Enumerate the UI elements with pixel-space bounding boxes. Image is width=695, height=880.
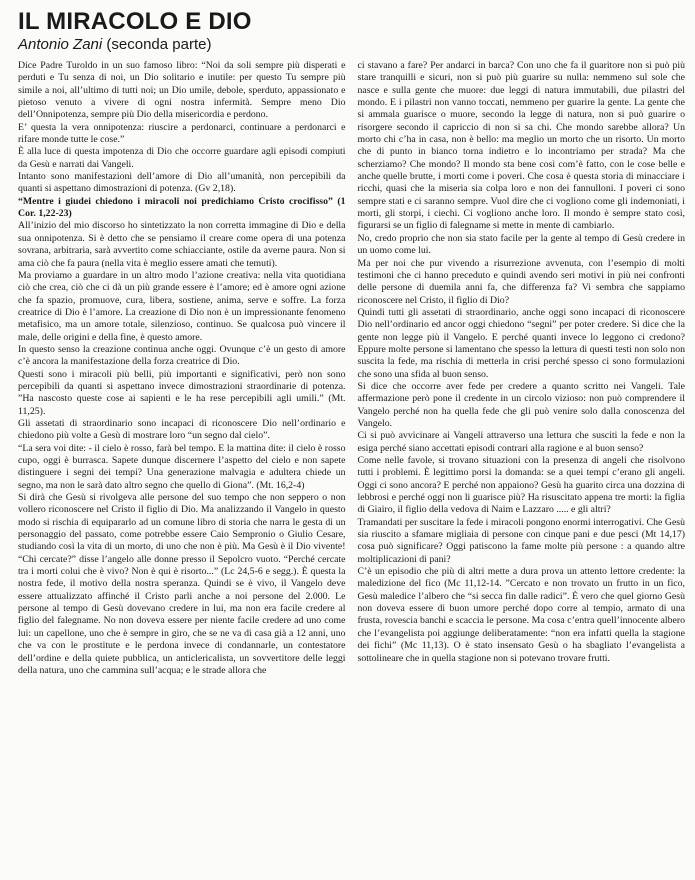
paragraph: In questo senso la creazione continua anche oggi. Ovunque c’è un gesto di amore c’è ancora la manifestazione della forza creatrice di Dio.	[18, 343, 346, 368]
paragraph: Tramandati per suscitare la fede i miracoli pongono enormi interrogativi. Che Gesù sia riuscito a sfamare migliaia di persone con cinque pani e due pesci (Mt 14,17) cosa può significare? Oggi patiscono la fame molte più persone : a quando altre moltiplicazioni di pani?	[357, 516, 685, 565]
paragraph: C’è un episodio che più di altri mette a dura prova un attento lettore credente: la maledizione del fico (Mc 11,12-14. ”Cercato e non trovato un frutto in un fico, Gesù maledice l’albero che “si secca fin dalle radici”. È vero che quel giorno Gesù non doveva essere di buon umore perché dopo corre al tempio, armato di una frusta, rovescia banchi e scaccia le persone. Ma cosa c’entra quell’innocente albero che l’evangelista poi aggiunge deliberatamente: “non era infatti quella la stagione dei fichi” (Mc 11,13). O è stato insensato Gesù o ha sbagliato l’evangelista a sottolineare che in quella stagione non si potevano trovare frutti.	[357, 566, 685, 664]
paragraph: Questi sono i miracoli più belli, più importanti e significativi, però non sono percepibili da quanti si aspettano invece dimostrazioni straordinarie di potenza. ”Ha nascosto queste cose ai sapienti e le ha rese percepibili agli umili.” (Mt. 11,25).	[18, 368, 346, 417]
paragraph: Si dice che occorre aver fede per credere a quanto scritto nei Vangeli. Tale affermazione però pone il credente in un circolo vizioso: non può comprendere il Vangelo perché non ha quella fede che gli può venire solo dalla conoscenza del Vangelo.	[357, 380, 685, 429]
paragraph: ci stavano a fare? Per andarci in barca? Con uno che fa il guaritore non si può più stare tranquilli e sicuri, non si può più guarire su nulla: nemmeno sul sole che nasce e sulla gente che muore: due leggi di natura immutabili, due pilastri del mondo. E i pilastri non vanno toccati, nemmeno per guarire la gente. La gente che si ammala guarisce o muore, secondo la legge di natura, non si può guarire o risorgere secondo il capriccio di non si sa chi. Che mondo sarebbe allora? Un morto chi c’ha in casa, non è bello: ma meglio un morto che un risorto. Un morto che di punto in bianco torna indietro e lo incontriamo per strada? Ma che scherziamo? Che mondo? Il mondo sta bene così com’è fatto, con le cose belle e anche quelle brutte, i morti come i poveri. Che cosa è questa storia di minacciare i ricchi, quasi che la miseria sia colpa loro e non dei fannulloni. I poveri ci sono sempre stati e ci saranno sempre. Vuol dire che ci vogliono come gli indemoniati, i morti, gli storpi, i ciechi. Ci vogliono anche loro. Il mondo è sempre stato così, figurarsi se un figlio di falegname si mette in mente di cambiarlo.	[357, 60, 685, 232]
article-title: IL MIRACOLO E DIO	[18, 8, 252, 35]
paragraph: All’inizio del mio discorso ho sintetizzato la non corretta immagine di Dio e della sua onnipotenza. Si è detto che se pensiamo il creare come opera di una potenza sovrana, arbitraria, sarà avvertito come schiacciante, ostile da averne paura. Non si ama ciò che fa paura (nella vita è meglio essere amati che temuti).	[18, 220, 346, 269]
article-body	[18, 60, 685, 677]
paragraph: È alla luce di questa impotenza di Dio che occorre guardare agli episodi compiuti da Gesù e narrati dai Vangeli.	[18, 146, 346, 170]
paragraph: Dice Padre Turoldo in un suo famoso libro: “Noi da soli sempre più disperati e perduti e Tu senza di noi, un Dio solitario e inutile: per questo Tu sempre più simile a noi, all’ultimo di tutti noi; un Dio umile, debole, sperduto, appassionato e pietoso venuto a vivere di ogni nostra infermità. Sempre meno Dio dell’Onnipotenza, sempre più Dio della misericordia e perdono.	[18, 60, 346, 121]
paragraph: Quindi tutti gli assetati di straordinario, anche oggi sono incapaci di riconoscere Dio nell’ordinario ed ancor oggi chiedono “segni” per poter credere. Si dice che la gente non legge più il Vangelo. E perché quanti invece lo leggono ci credono? Eppure molte persone si lamentano che spesso la lettura di questi testi non solo non suscita la fede, ma rischia di metterla in crisi perché spesso ci sono formulazioni che sono una sfida al buon senso.	[357, 306, 685, 380]
paragraph: Gli assetati di straordinario sono incapaci di riconoscere Dio nell’ordinario e chiedono più volte a Gesù di mostrare loro “un segno dal cielo”.	[18, 417, 346, 442]
right-column	[358, 60, 686, 677]
author-name: Antonio Zani	[18, 36, 103, 53]
paragraph: Come nelle favole, si trovano situazioni con la presenza di angeli che risolvono tutti i problemi. È legittimo porsi la domanda: se a quei tempi c’erano gli angeli. Oggi ci sono ancora? E perché non appaiono? Gesù ha guarito circa una dozzina di lebbrosi e perché oggi non li guarisce più? Ha risuscitato appena tre morti: la figlia di Giairo, il figlio della vedova di Naim e Lazzaro ..... e gli altri?	[357, 455, 685, 516]
paragraph: “La sera voi dite: - il cielo è rosso, farà bel tempo. E la mattina dite: il cielo è rosso cupo, oggi è burrasca. Sapete dunque discernere l’aspetto del cielo e non sapete distinguere i segni dei tempi? Una generazione malvagia e adultera chiede un segno, ma non le sarà dato altro segno che quello di Giona”. (Mt. 16,2-4)	[18, 442, 346, 491]
paragraph: Ma proviamo a guardare in un altro modo l’azione creativa: nella vita quotidiana ciò che crea, ciò che ci dà un più grande essere è l’amore; ed è amore ogni azione che fa spazio, promuove, cura, libera, sostiene, anima, serve e soffre. La forza creatrice di Dio è l’amore. La creazione di Dio non è un impressionante fenomeno metafisico, ma un amore totale, silenzioso, continuo. Se qualcosa può vincere il male, delle origini e della fine, è questo amore.	[18, 269, 346, 343]
article-part: (seconda parte)	[106, 36, 212, 53]
paragraph: No, credo proprio che non sia stato facile per la gente al tempo di Gesù credere in un uomo come lui.	[357, 232, 685, 257]
paragraph: Intanto sono manifestazioni dell’amore di Dio all’umanità, non percepibili da quanti si aspettano dimostrazioni di potenza. (Gv 2,18).	[18, 171, 346, 195]
paragraph: Ma per noi che pur vivendo a risurrezione avvenuta, con l’esempio di molti testimoni che ci hanno preceduto e quindi avendo seri motivi in più nei confronti delle persone di duemila anni fa, che differenza fa? Vi sembra che sappiamo riconoscere nel Cristo, il figlio di Dio?	[357, 257, 685, 306]
paragraph: Si dirà che Gesù si rivolgeva alle persone del suo tempo che non seppero o non vollero riconoscere nel Cristo il figlio di Dio. Ma analizzando il Vangelo in questo modo si rischia di equipararlo ad un comune libro di storia che narra le gesta di un personaggio del passato, come potrebbe essere Caio Sempronio o Giulio Cesare, studiando così la vita di un morto, di uno che non è più. Ma Gesù è il Dio vivente! “Chi cercate?” disse l’angelo alle donne presso il Sepolcro vuoto. “Perché cercate tra i morti colui che è vivo? Non è qui è risorto...” (Lc 24,5-6 e segg.). È questa la nostra fede, il motivo della nostra speranza. Quindi se è vivo, il Vangelo deve essere attualizzato affinché il Cristo parli anche a noi persone del 2.000. Le persone al tempo di Gesù dovevano credere in lui, ma non era facile credere al figlio del falegname. No non doveva essere per niente facile credere ad uno come lui: un capellone, uno che è sempre in giro, che se ne va di casa già a 12 anni, uno che va con le prostitute e le perdona invece di condannarle, un contestatore dell’ordine e della quiete pubblica, un anticlericalista, un sovvertitore delle leggi della natura, uno che cammina sull’acqua; e le strade allora che	[18, 492, 346, 676]
article-byline	[18, 36, 685, 54]
bold-quote: “Mentre i giudei chiedono i miracoli noi predichiamo Cristo crocifisso” (1 Cor. 1,22-23)	[18, 195, 346, 220]
paragraph: Ci si può avvicinare ai Vangeli attraverso una lettura che susciti la fede e non la esiga perché siano accettati episodi contrari alla ragione e al buon senso?	[357, 430, 685, 454]
paragraph: E’ questa la vera onnipotenza: riuscire a perdonarci, continuare a perdonarci e rifare monde tutte le cose.”	[18, 121, 346, 146]
left-column	[18, 60, 346, 677]
